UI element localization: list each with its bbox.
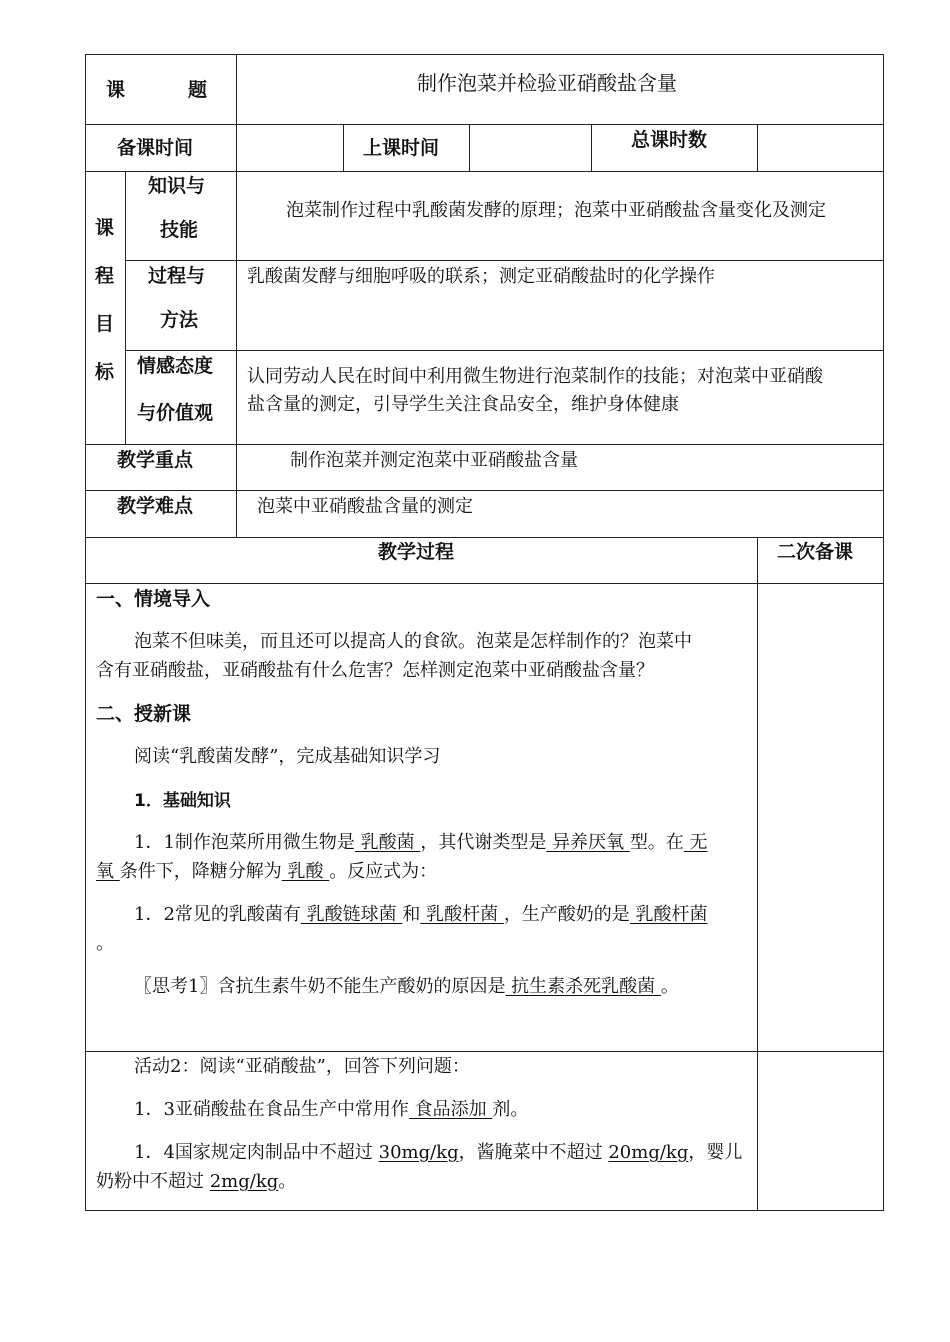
row-divider: [125, 260, 884, 261]
subheading-basics: 1．基础知识: [134, 791, 231, 811]
label-teaching-process: 教学过程: [378, 541, 455, 563]
answer-metabolism: 异养厌氧: [546, 832, 630, 853]
col-divider: [125, 171, 126, 444]
col-divider: [469, 124, 470, 171]
row-divider: [85, 444, 884, 445]
objectives-char-3: 目: [95, 313, 115, 335]
col-divider: [757, 124, 758, 171]
objectives-char-2: 程: [95, 265, 115, 287]
label-process-1: 过程与: [148, 265, 206, 287]
label-knowledge-2: 技能: [160, 219, 199, 241]
page-title-rest: 泡菜并检验亚硝酸盐含量: [457, 71, 677, 95]
answer-product: 乳酸: [281, 861, 330, 882]
answer-condition-1: 无: [683, 832, 708, 853]
answer-meat-limit: 30mg/kg: [378, 1142, 459, 1163]
answer-antibiotic: 抗生素杀死乳酸菌: [505, 976, 661, 997]
label-topic-2: 题: [188, 79, 208, 101]
answer-bacteria-1: 乳酸链球菌: [300, 904, 403, 925]
item-1-1-line-2: 氧 条件下，降糖分解为 乳酸 。反应式为：: [96, 861, 438, 882]
read-instruction: 阅读“乳酸菌发酵”，完成基础知识学习: [134, 746, 441, 767]
answer-bacteria-2: 乳酸杆菌: [420, 904, 504, 925]
label-difficulty: 教学难点: [117, 495, 194, 517]
label-prep-time: 备课时间: [117, 137, 194, 159]
col-divider: [236, 54, 237, 537]
label-emotion-2: 与价值观: [137, 402, 214, 424]
label-key-point: 教学重点: [117, 449, 194, 471]
answer-condition-2: 氧: [96, 861, 120, 882]
intro-line-1: 泡菜不但味美，而且还可以提高人的食欲。泡菜是怎样制作的？泡菜中: [134, 631, 692, 652]
label-emotion-1: 情感态度: [137, 355, 214, 377]
section-heading-new-lesson: 二、授新课: [96, 703, 192, 725]
emotion-text-1: 认同劳动人民在时间中利用微生物进行泡菜制作的技能；对泡菜中亚硝酸: [247, 366, 823, 387]
think-1: 〖思考1〗含抗生素牛奶不能生产酸奶的原因是 抗生素杀死乳酸菌 。: [134, 976, 679, 997]
col-divider: [591, 124, 592, 171]
item-1-4-line-2: 奶粉中不超过 2mg/kg。: [96, 1171, 297, 1192]
row-divider: [85, 490, 884, 491]
answer-yogurt: 乳酸杆菌: [629, 904, 708, 925]
col-divider: [757, 537, 758, 1211]
label-second-prep: 二次备课: [777, 541, 854, 563]
knowledge-text: 泡菜制作过程中乳酸菌发酵的原理；泡菜中亚硝酸盐含量变化及测定: [286, 200, 826, 221]
item-1-3: 1．3亚硝酸盐在食品生产中常用作 食品添加 剂。: [134, 1099, 529, 1120]
answer-pickle-limit: 20mg/kg: [608, 1142, 689, 1163]
row-divider: [125, 350, 884, 351]
label-process-2: 方法: [160, 309, 199, 331]
row-divider: [85, 124, 884, 125]
answer-microbe: 乳酸菌: [354, 832, 421, 853]
label-total-hours: 总课时数: [631, 129, 708, 151]
page-title-prefix: 制作: [417, 71, 457, 95]
row-divider: [85, 537, 884, 538]
label-topic-1: 课: [106, 79, 126, 101]
label-class-time: 上课时间: [363, 137, 440, 159]
intro-line-2: 含有亚硝酸盐，亚硝酸盐有什么危害？怎样测定泡菜中亚硝酸盐含量？: [96, 660, 654, 681]
item-1-2-line-2: 。: [96, 933, 114, 954]
process-text: 乳酸菌发酵与细胞呼吸的联系；测定亚硝酸盐时的化学操作: [247, 266, 715, 287]
difficulty-text: 泡菜中亚硝酸盐含量的测定: [257, 496, 473, 517]
section-heading-intro: 一、情境导入: [96, 588, 211, 610]
item-1-1-line-1: 1．1制作泡菜所用微生物是 乳酸菌 ，其代谢类型是 异养厌氧 型。在 无: [134, 832, 708, 853]
objectives-char-1: 课: [95, 217, 115, 239]
activity-2-intro: 活动2：阅读“亚硝酸盐”，回答下列问题：: [134, 1056, 470, 1077]
answer-formula-limit: 2mg/kg: [209, 1171, 279, 1192]
item-1-2-line-1: 1．2常见的乳酸菌有 乳酸链球菌 和 乳酸杆菌 ，生产酸奶的是 乳酸杆菌: [134, 904, 708, 925]
page-title: [417, 68, 677, 98]
label-knowledge-1: 知识与: [148, 175, 206, 197]
emotion-text-2: 盐含量的测定，引导学生关注食品安全，维护身体健康: [247, 394, 679, 415]
item-1-4-line-1: 1．4国家规定肉制品中不超过 30mg/kg，酱腌菜中不超过 20mg/kg，婴儿: [134, 1142, 743, 1163]
objectives-char-4: 标: [95, 361, 115, 383]
key-point-text: 制作泡菜并测定泡菜中亚硝酸盐含量: [290, 450, 578, 471]
col-divider: [343, 124, 344, 171]
answer-additive: 食品添加: [408, 1099, 493, 1120]
